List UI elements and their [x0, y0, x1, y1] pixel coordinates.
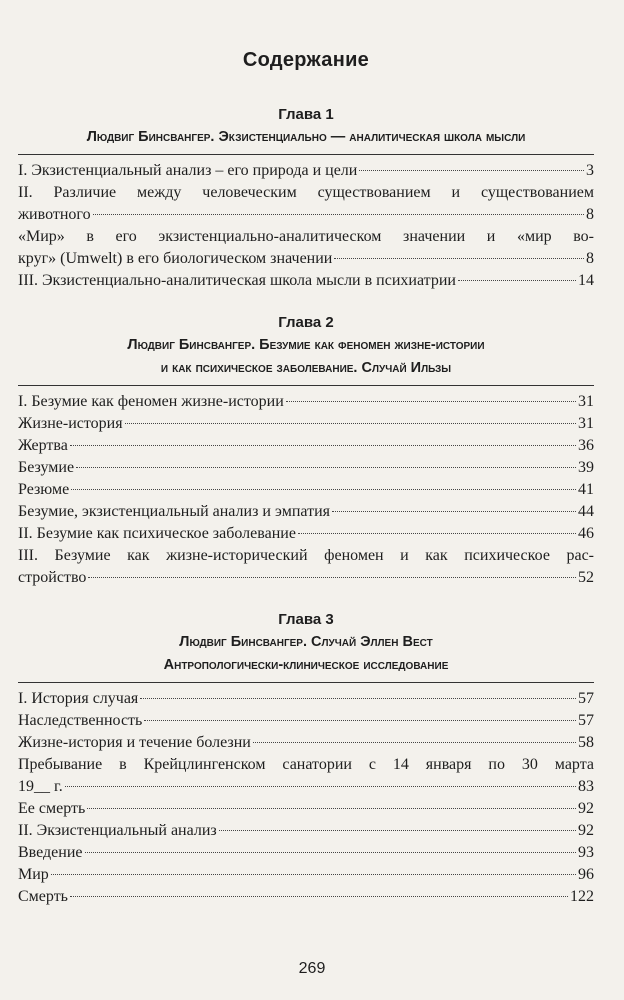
- toc-entry-page: 93: [578, 844, 594, 861]
- dot-leader: [286, 401, 576, 402]
- toc-entry-title-line: «Мир» в его экзистенциально-аналитическом значении и «мир во-: [18, 228, 594, 245]
- toc-entry[interactable]: [18, 710, 594, 732]
- dot-leader: [253, 742, 576, 743]
- toc-entry-page: 8: [586, 250, 594, 267]
- toc-entry-page: 39: [578, 459, 594, 476]
- dot-leader: [85, 852, 577, 853]
- chapter-label: Глава 2: [278, 314, 334, 331]
- dot-leader: [88, 577, 576, 578]
- toc-entry-title: Безумие, экзистенциальный анализ и эмпатия: [18, 503, 330, 520]
- toc-entry-page: 52: [578, 569, 594, 586]
- toc-entry-page: 57: [578, 712, 594, 729]
- toc-entry[interactable]: [18, 391, 594, 413]
- dot-leader: [76, 467, 576, 468]
- toc-entry[interactable]: [18, 160, 594, 182]
- dot-leader: [219, 830, 576, 831]
- dot-leader: [334, 258, 584, 259]
- toc-entry-page: 57: [578, 690, 594, 707]
- toc-entry[interactable]: [18, 820, 594, 842]
- dot-leader: [332, 511, 576, 512]
- toc-entry-page: 83: [578, 778, 594, 795]
- toc-entry-page: 31: [578, 415, 594, 432]
- toc-entry[interactable]: [18, 457, 594, 479]
- toc-entry-title: Безумие: [18, 459, 75, 476]
- toc-entry-page: 96: [578, 866, 594, 883]
- toc-entry-title: Ее смерть: [18, 800, 86, 817]
- toc-entry-page: 36: [578, 437, 594, 454]
- dot-leader: [71, 489, 576, 490]
- toc-entry[interactable]: [18, 270, 594, 292]
- toc-entry-page: 44: [578, 503, 594, 520]
- dot-leader: [87, 808, 576, 809]
- dot-leader: [70, 896, 568, 897]
- toc-entry[interactable]: [18, 732, 594, 754]
- toc-entry-title: 19__ г.: [18, 778, 63, 795]
- toc-entry-title: Введение: [18, 844, 83, 861]
- toc-entry-title-line: III. Безумие как жизне-исторический феномен и как психическое рас-: [18, 547, 594, 564]
- toc-entry[interactable]: [18, 226, 594, 270]
- toc-entry-title: I. Безумие как феномен жизне-истории: [18, 393, 284, 410]
- chapter-divider: [18, 385, 594, 386]
- toc-entry-title: круг» (Umwelt) в его биологическом значении: [18, 250, 333, 267]
- dot-leader: [70, 445, 576, 446]
- dot-leader: [65, 786, 576, 787]
- toc-entry[interactable]: [18, 842, 594, 864]
- page-number: 269: [298, 960, 326, 977]
- toc-entry-page: 41: [578, 481, 594, 498]
- toc-entry-title-line: Пребывание в Крейцлингенском санатории с 14 января по 30 марта: [18, 756, 594, 773]
- toc-page: [18, 28, 594, 908]
- toc-entry[interactable]: [18, 523, 594, 545]
- dot-leader: [140, 698, 576, 699]
- toc-entry-page: 31: [578, 393, 594, 410]
- chapter-heading: и как психическое заболевание. Случай Ильзы: [160, 360, 452, 376]
- toc-entry[interactable]: [18, 864, 594, 886]
- toc-entry[interactable]: [18, 798, 594, 820]
- dot-leader: [144, 720, 576, 721]
- toc-entry-title: Жизне-история: [18, 415, 123, 432]
- chapter-heading: Людвиг Бинсвангер. Безумие как феномен жизне-истории: [127, 337, 485, 353]
- toc-entry-page: 58: [578, 734, 594, 751]
- toc-entry[interactable]: [18, 413, 594, 435]
- toc-entry-title: I. История случая: [18, 690, 139, 707]
- toc-entry-page: 92: [578, 822, 594, 839]
- toc-entry[interactable]: [18, 545, 594, 589]
- toc-entry-title: III. Экзистенциально-аналитическая школа мысли в психиатрии: [18, 272, 456, 289]
- toc-entry[interactable]: [18, 501, 594, 523]
- chapter-heading: Людвиг Бинсвангер. Экзистенциально — аналитическая школа мысли: [86, 129, 526, 145]
- toc-entry[interactable]: [18, 886, 594, 908]
- chapter-divider: [18, 154, 594, 155]
- toc-entry-page: 14: [578, 272, 594, 289]
- chapter-list: [18, 104, 594, 908]
- toc-title: Содержание: [242, 49, 370, 71]
- chapter-heading: Антропологически-клиническое исследование: [163, 657, 449, 673]
- chapter-section: [18, 104, 594, 292]
- toc-entry[interactable]: [18, 754, 594, 798]
- dot-leader: [93, 214, 584, 215]
- toc-entry-title: Жертва: [18, 437, 68, 454]
- toc-entry-page: 3: [586, 162, 594, 179]
- chapter-section: [18, 609, 594, 908]
- toc-entry[interactable]: [18, 182, 594, 226]
- toc-entry[interactable]: [18, 688, 594, 710]
- toc-entry-title: I. Экзистенциальный анализ – его природа и цели: [18, 162, 358, 179]
- toc-entry[interactable]: [18, 435, 594, 457]
- toc-entry-title: животного: [18, 206, 91, 223]
- toc-entry-title: II. Экзистенциальный анализ: [18, 822, 217, 839]
- toc-entry-title: Смерть: [18, 888, 68, 905]
- chapter-section: [18, 312, 594, 589]
- toc-entry-page: 122: [570, 888, 594, 905]
- toc-entry-page: 46: [578, 525, 594, 542]
- chapter-label: Глава 1: [278, 106, 334, 123]
- chapter-divider: [18, 682, 594, 683]
- toc-entry-title: стройство: [18, 569, 87, 586]
- toc-entry-title: Жизне-история и течение болезни: [18, 734, 251, 751]
- dot-leader: [458, 280, 576, 281]
- toc-entry-page: 92: [578, 800, 594, 817]
- toc-entry-page: 8: [586, 206, 594, 223]
- dot-leader: [298, 533, 576, 534]
- toc-entry-title-line: II. Различие между человеческим существованием и существованием: [18, 184, 594, 201]
- dot-leader: [125, 423, 576, 424]
- chapter-label: Глава 3: [278, 611, 334, 628]
- toc-entry-title: Мир: [18, 866, 49, 883]
- dot-leader: [359, 170, 584, 171]
- toc-entry[interactable]: [18, 479, 594, 501]
- chapter-heading: Людвиг Бинсвангер. Случай Эллен Вест: [179, 634, 433, 650]
- toc-entry-title: II. Безумие как психическое заболевание: [18, 525, 296, 542]
- toc-entry-title: Резюме: [18, 481, 70, 498]
- dot-leader: [51, 874, 576, 875]
- toc-entry-title: Наследственность: [18, 712, 143, 729]
